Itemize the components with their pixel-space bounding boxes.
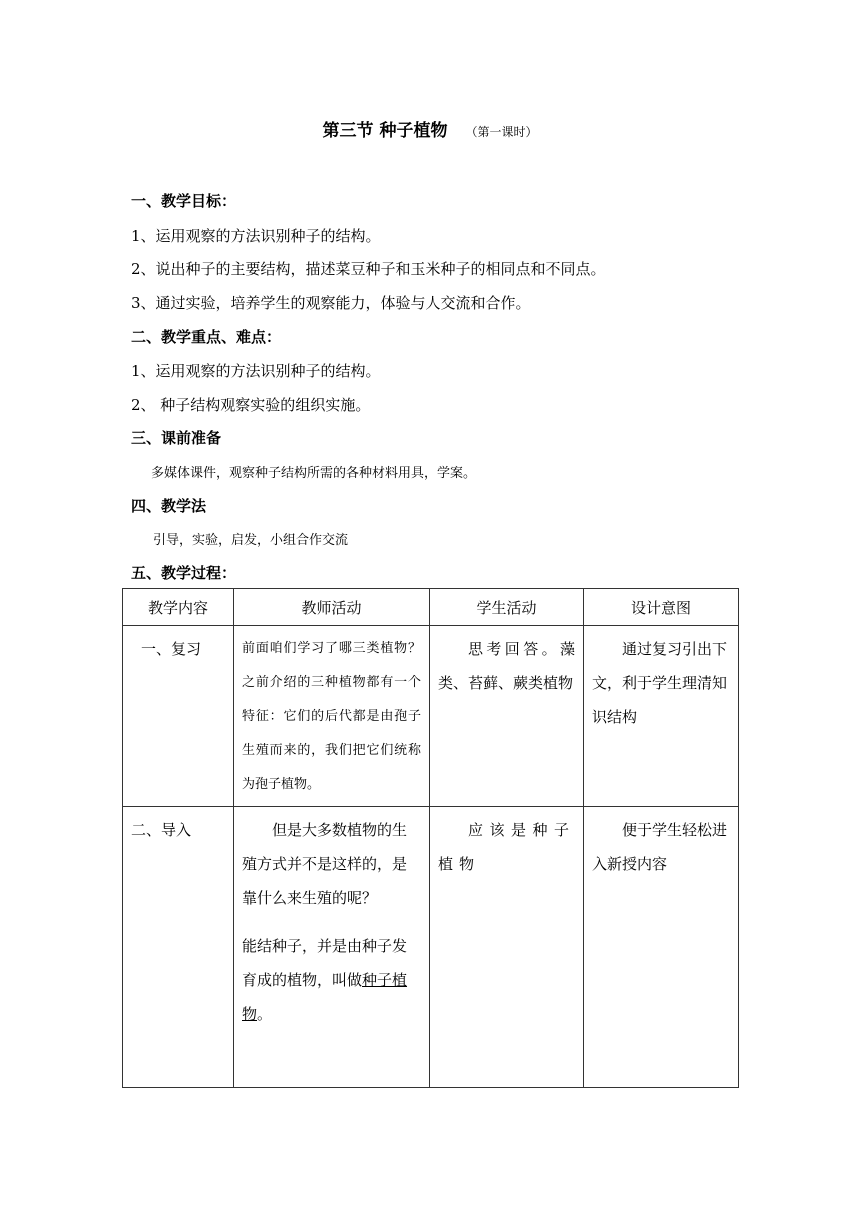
keypoints-heading: 二、教学重点、难点： <box>131 328 282 346</box>
method-text: 引导，实验，启发，小组合作交流 <box>153 533 349 548</box>
column-header: 教学内容 <box>123 589 234 626</box>
column-header: 设计意图 <box>584 589 739 626</box>
objective-item: 3、通过实验，培养学生的观察能力，体验与人交流和合作。 <box>131 294 531 312</box>
column-header: 教师活动 <box>234 589 430 626</box>
method-heading: 四、教学法 <box>131 497 207 515</box>
teacher-activity-cell: 前面咱们学习了哪三类植物？之前介绍的三种植物都有一个特征：它们的后代都是由孢子生殖而来的，我们把它们统称为孢子植物。 <box>234 626 430 807</box>
objectives-heading: 一、教学目标： <box>131 192 237 210</box>
title-row <box>0 116 860 141</box>
student-activity-cell: 应该是种子植物 <box>430 807 584 1088</box>
prep-text: 多媒体课件，观察种子结构所需的各种材料用具，学案。 <box>151 466 477 481</box>
objective-item: 1、运用观察的方法识别种子的结构。 <box>131 227 381 245</box>
teacher-paragraph: 但是大多数植物的生殖方式并不是这样的，是靠什么来生殖的呢？ <box>242 821 408 907</box>
page-subtitle: （第一课时） <box>465 125 538 139</box>
teacher-paragraph <box>242 929 421 1031</box>
teacher-text: 能结种子，并是由种子发育成的植物，叫做 <box>242 937 408 989</box>
objective-item: 2、说出种子的主要结构，描述菜豆种子和玉米种子的相同点和不同点。 <box>131 260 606 278</box>
teacher-text: 。 <box>257 1005 273 1023</box>
keypoint-item: 2、 种子结构观察实验的组织实施。 <box>131 396 371 414</box>
design-intent-cell: 便于学生轻松进入新授内容 <box>584 807 739 1088</box>
table-row <box>123 807 739 1088</box>
table-row <box>123 626 739 807</box>
content-cell: 二、导入 <box>123 807 234 1088</box>
key-term: 种子植物 <box>242 971 408 1023</box>
table-header-row <box>123 589 739 626</box>
process-heading: 五、教学过程： <box>131 564 237 582</box>
design-intent-cell: 通过复习引出下文，利于学生理清知识结构 <box>584 626 739 807</box>
teaching-process-table <box>122 588 739 1088</box>
student-activity-cell: 思考回答。藻类、苔藓、蕨类植物 <box>430 626 584 807</box>
prep-heading: 三、课前准备 <box>131 429 222 447</box>
teacher-activity-cell <box>234 807 430 1088</box>
page-title: 第三节 种子植物 <box>322 121 448 141</box>
content-cell: 一、复习 <box>123 626 234 807</box>
column-header: 学生活动 <box>430 589 584 626</box>
keypoint-item: 1、运用观察的方法识别种子的结构。 <box>131 362 381 380</box>
